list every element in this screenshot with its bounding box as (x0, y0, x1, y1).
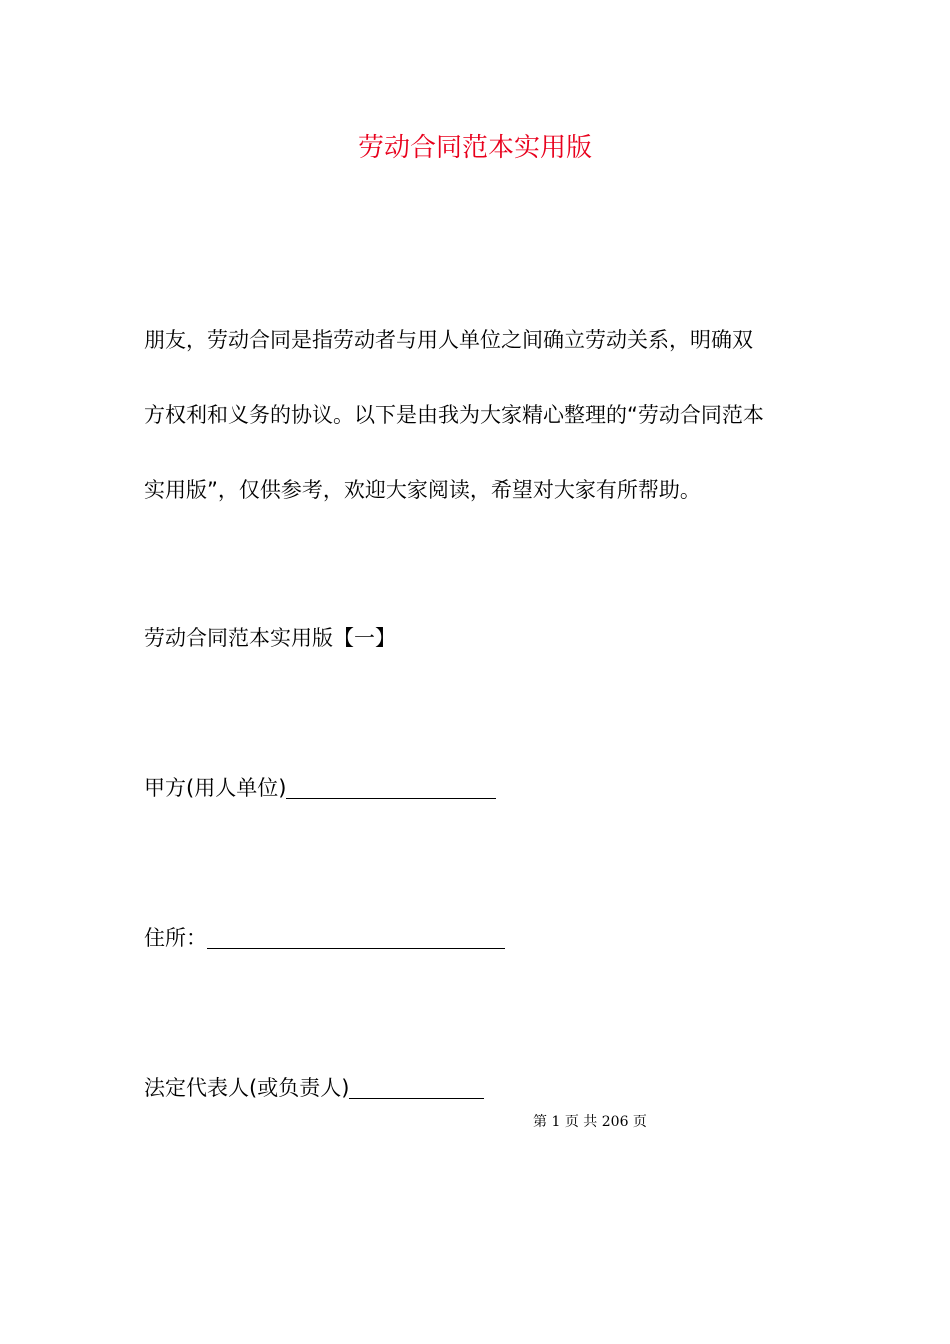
section-heading: 劳动合同范本实用版【一】 (144, 626, 396, 650)
legal-rep-label: 法定代表人(或负责人) (144, 1076, 350, 1100)
party-a-label: 甲方(用人单位) (144, 776, 287, 800)
address-field (144, 923, 505, 953)
intro-line-3: 实用版”，仅供参考，欢迎大家阅读，希望对大家有所帮助。 (144, 478, 701, 502)
page-indicator: 第 1 页 共 206 页 (533, 1114, 647, 1130)
address-label: 住所： (144, 926, 207, 950)
party-a-blank (286, 778, 496, 799)
intro-line-2: 方权利和义务的协议。以下是由我为大家精心整理的“劳动合同范本 (144, 403, 764, 427)
intro-line-1: 朋友，劳动合同是指劳动者与用人单位之间确立劳动关系，明确双 (144, 328, 753, 352)
document-title: 劳动合同范本实用版 (357, 133, 592, 163)
address-blank (207, 928, 505, 949)
legal-rep-blank (349, 1078, 484, 1099)
legal-rep-field (144, 1073, 484, 1103)
party-a-field (144, 773, 496, 803)
